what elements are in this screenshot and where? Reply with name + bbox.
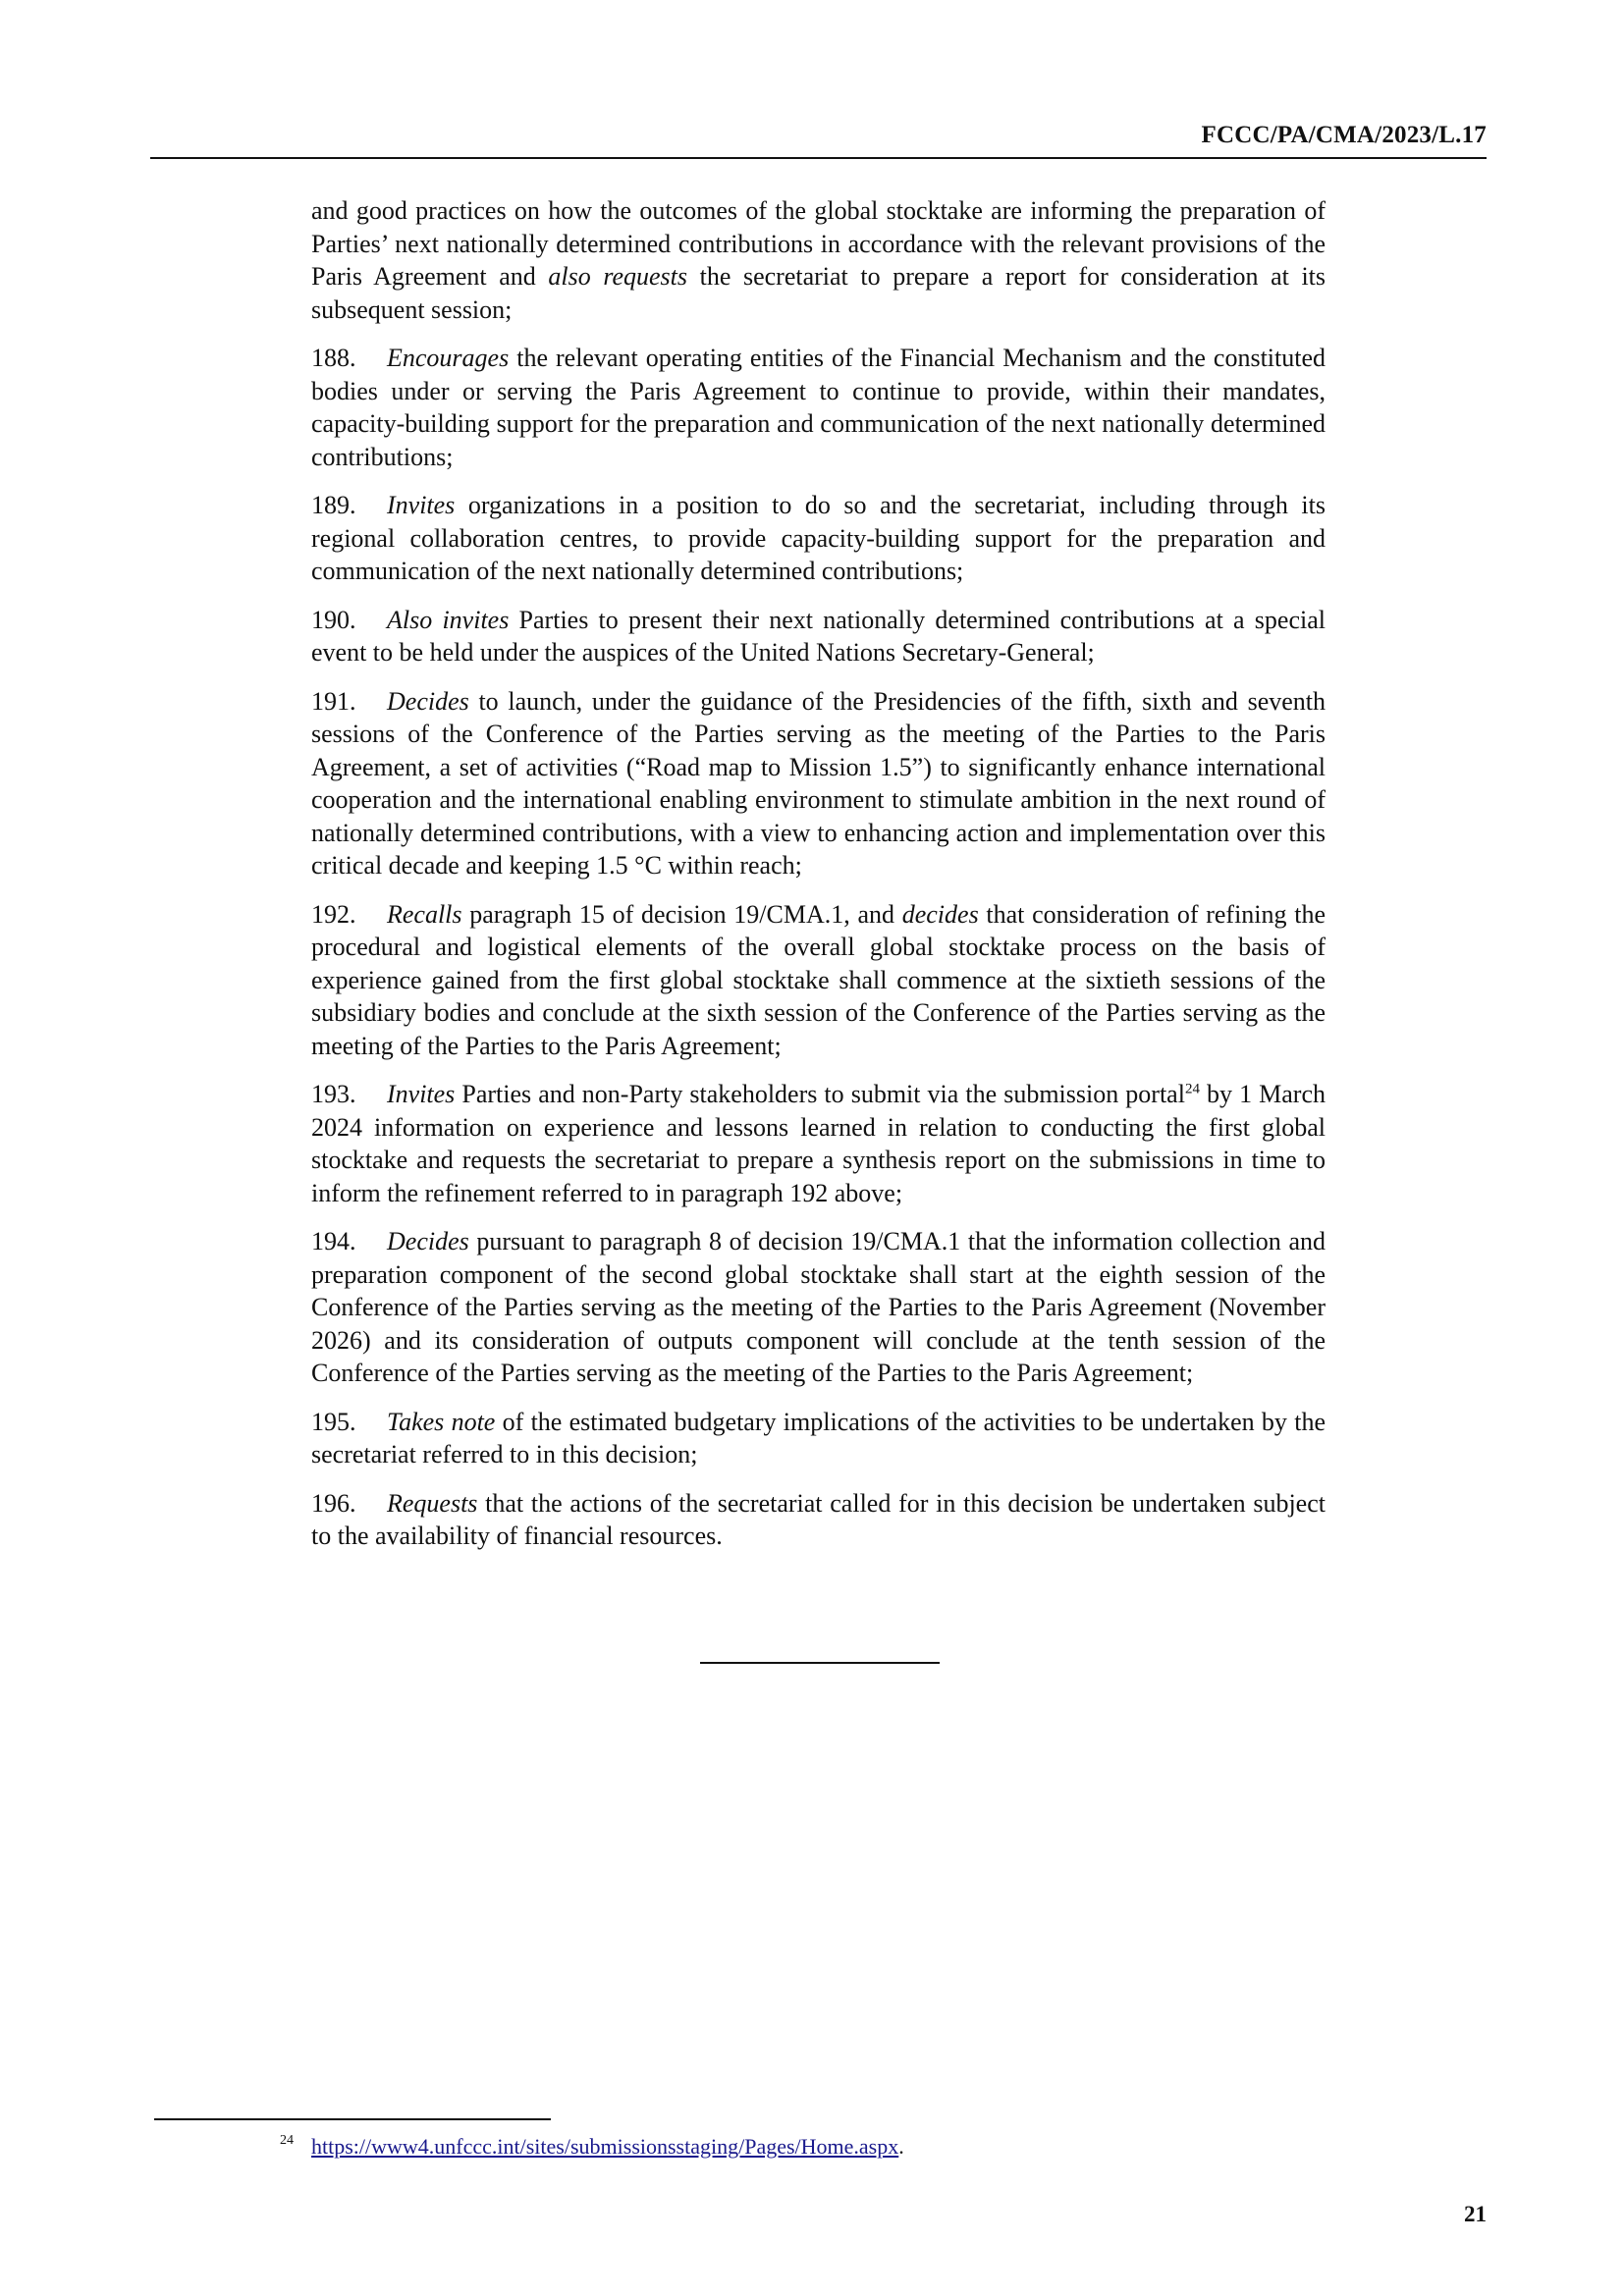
paragraph-189 [311, 489, 1326, 588]
paragraph-continued [311, 194, 1326, 326]
paragraph-text: Parties and non-Party stakeholders to submit via the submission portal [455, 1080, 1185, 1108]
paragraph-text: paragraph 15 of decision 19/CMA.1, and [461, 899, 902, 929]
paragraph-number: 190. [311, 605, 356, 634]
end-of-text-rule [700, 1662, 940, 1664]
paragraph-number: 189. [311, 491, 356, 519]
paragraph-number: 192. [311, 899, 356, 929]
paragraph-text: that the actions of the secretariat called for in this decision be undertaken subject to the availability of financial resources. [311, 1488, 1326, 1550]
operative-verb: Decides [387, 1227, 469, 1255]
footnote-link[interactable]: https://www4.unfccc.int/sites/submissionsstaging/Pages/Home.aspx [311, 2134, 899, 2159]
footnote-reference: 24 [1184, 1081, 1200, 1097]
operative-verb: Invites [387, 1080, 456, 1108]
body-text [311, 194, 1326, 1569]
header-rule [150, 157, 1487, 159]
paragraph-number: 196. [311, 1488, 356, 1518]
paragraph-text: and good practices on how the outcomes of the global stocktake are informing the preparation of Parties’ next nationally determined contributions in accordance with the relevant provisions of the Paris Agreement and [311, 196, 1326, 291]
paragraph-number: 188. [311, 344, 356, 372]
operative-verb: decides [901, 899, 979, 929]
footnote-mark: 24 [280, 2133, 294, 2148]
operative-verb: Requests [387, 1488, 478, 1518]
operative-verb: Recalls [387, 899, 462, 929]
paragraph-text: by 1 March 2024 information on experience and lessons learned in relation to conducting the first global stocktake and requests the secretariat to prepare a synthesis report on the submissions in time to inform the refinement referred to in paragraph 192 above; [311, 1080, 1326, 1207]
paragraph-text: to launch, under the guidance of the Presidencies of the fifth, sixth and seventh sessions of the Conference of the Parties serving as the meeting of the Parties to the Paris Agreement, a set of activities (“Road map to Mission 1.5”) to significantly enhance international cooperation and the international enabling environment to stimulate ambition in the next round of nationally determined contributions, with a view to enhancing action and implementation over this critical decade and keeping 1.5 °C within reach; [311, 686, 1326, 880]
paragraph-number: 194. [311, 1227, 356, 1255]
paragraph-196 [311, 1487, 1326, 1553]
paragraph-text: pursuant to paragraph 8 of decision 19/CMA.1 that the information collection and preparation component of the second global stocktake shall start at the eighth session of the Conference of the Parties serving as the meeting of the Parties to the Paris Agreement (November 2026) and its consideration of outputs component will conclude at the tenth session of the Conference of the Parties serving as the meeting of the Parties to the Paris Agreement; [311, 1227, 1326, 1387]
paragraph-194 [311, 1225, 1326, 1390]
paragraph-text: of the estimated budgetary implications of the activities to be undertaken by the secretariat referred to in this decision; [311, 1407, 1326, 1468]
operative-verb: Takes note [387, 1407, 496, 1436]
paragraph-text: that consideration of refining the procedural and logistical elements of the overall global stocktake process on the basis of experience gained from the first global stocktake shall commence at the sixtieth sessions of the subsidiary bodies and conclude at the sixth session of the Conference of the Parties serving as the meeting of the Parties to the Paris Agreement; [311, 899, 1326, 1060]
paragraph-number: 193. [311, 1080, 356, 1108]
page-number: 21 [1464, 2202, 1487, 2226]
paragraph-190 [311, 604, 1326, 669]
operative-verb: also requests [548, 262, 688, 291]
paragraph-number: 191. [311, 686, 356, 716]
paragraph-191 [311, 685, 1326, 882]
paragraph-text: the secretariat to prepare a report for consideration at its subsequent session; [311, 262, 1326, 324]
paragraph-number: 195. [311, 1407, 356, 1436]
operative-verb: Also invites [387, 605, 510, 634]
footnote-separator [154, 2118, 551, 2120]
paragraph-195 [311, 1406, 1326, 1471]
paragraph-text: Parties to present their next nationally determined contributions at a special event to be held under the auspices of the United Nations Secretary-General; [311, 605, 1326, 667]
operative-verb: Encourages [387, 344, 510, 372]
paragraph-text: the relevant operating entities of the Financial Mechanism and the constituted bodies under or serving the Paris Agreement to continue to provide, within their mandates, capacity-building support for the preparation and communication of the next nationally determined contributions; [311, 344, 1326, 471]
operative-verb: Invites [387, 491, 456, 519]
footnote-trailing: . [898, 2134, 904, 2159]
paragraph-192 [311, 898, 1326, 1063]
paragraph-188 [311, 342, 1326, 473]
paragraph-text: organizations in a position to do so and the secretariat, including through its regional collaboration centres, to provide capacity-building support for the preparation and communication of the next nationally determined contributions; [311, 491, 1326, 585]
document-symbol: FCCC/PA/CMA/2023/L.17 [1201, 122, 1487, 148]
operative-verb: Decides [387, 686, 469, 716]
paragraph-193 [311, 1078, 1326, 1209]
